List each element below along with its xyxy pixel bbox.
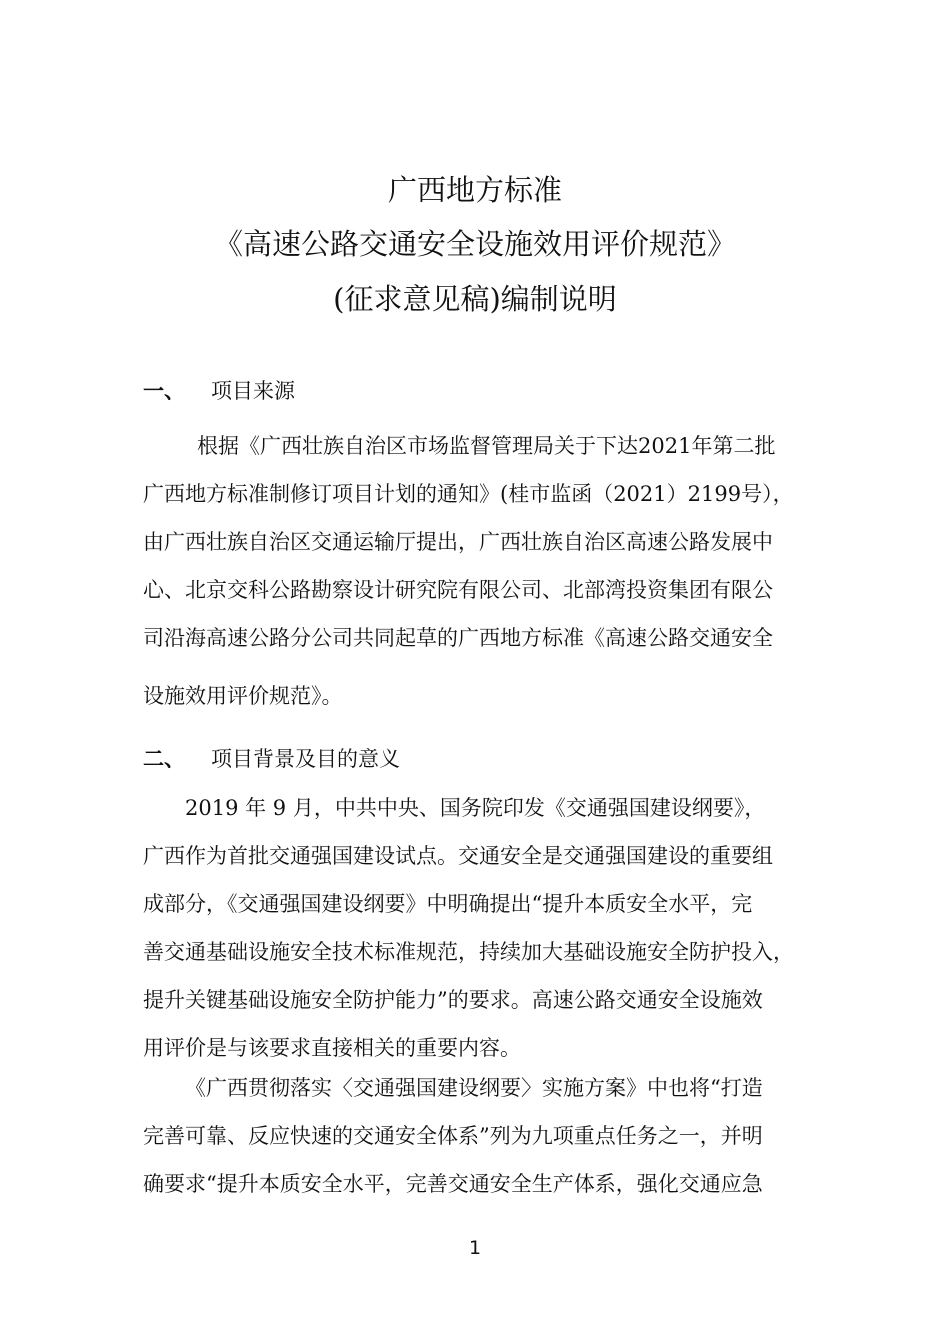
doc-title-line1: 广西地方标准 xyxy=(387,173,562,207)
section2-paragraph-2 xyxy=(143,1074,813,1198)
doc-title-line2: 《高速公路交通安全设施效用评价规范》 xyxy=(213,227,736,261)
section2-title: 项目背景及目的意义 xyxy=(211,747,400,771)
doc-title-line3: (征求意见稿)编制说明 xyxy=(333,282,617,316)
paragraph-line: 设施效用评价规范》。 xyxy=(143,684,343,708)
section1-paragraph xyxy=(143,432,813,710)
section2-paragraph-1 xyxy=(143,794,813,1062)
paragraph-line: 由广西壮族自治区交通运输厅提出，广西壮族自治区高速公路发展中 xyxy=(143,530,773,554)
paragraph-line: 心、北京交科公路勘察设计研究院有限公司、北部湾投资集团有限公 xyxy=(143,578,773,602)
paragraph-line: 广西作为首批交通强国建设试点。交通安全是交通强国建设的重要组 xyxy=(143,844,773,868)
page-number: 1 xyxy=(468,1237,482,1259)
paragraph-line: 根据《广西壮族自治区市场监督管理局关于下达2021年第二批 xyxy=(197,434,776,458)
paragraph-line: 善交通基础设施安全技术标准规范，持续加大基础设施安全防护投入， xyxy=(143,940,794,964)
section2-number: 二、 xyxy=(143,746,185,771)
paragraph-line: 广西地方标准制修订项目计划的通知》(桂市监函（2021）2199号）， xyxy=(143,482,794,506)
paragraph-line: 司沿海高速公路分公司共同起草的广西地方标准《高速公路交通安全 xyxy=(143,626,773,650)
section1-heading xyxy=(143,376,295,406)
paragraph-line: 用评价是与该要求直接相关的重要内容。 xyxy=(143,1036,521,1060)
paragraph-line: 完善可靠、反应快速的交通安全体系”列为九项重点任务之一，并明 xyxy=(143,1124,763,1148)
section1-title: 项目来源 xyxy=(211,379,295,403)
paragraph-line: 提升关键基础设施安全防护能力”的要求。高速公路交通安全设施效 xyxy=(143,988,763,1012)
section2-heading xyxy=(143,744,400,774)
section1-number: 一、 xyxy=(143,378,185,403)
paragraph-line: 2019 年 9 月，中共中央、国务院印发《交通强国建设纲要》， xyxy=(185,796,766,820)
paragraph-line: 确要求“提升本质安全水平，完善交通安全生产体系，强化交通应急 xyxy=(143,1172,763,1196)
paragraph-line: 成部分，《交通强国建设纲要》中明确提出“提升本质安全水平，完 xyxy=(143,892,753,916)
paragraph-line: 《广西贯彻落实〈交通强国建设纲要〉实施方案》中也将“打造 xyxy=(185,1076,763,1100)
